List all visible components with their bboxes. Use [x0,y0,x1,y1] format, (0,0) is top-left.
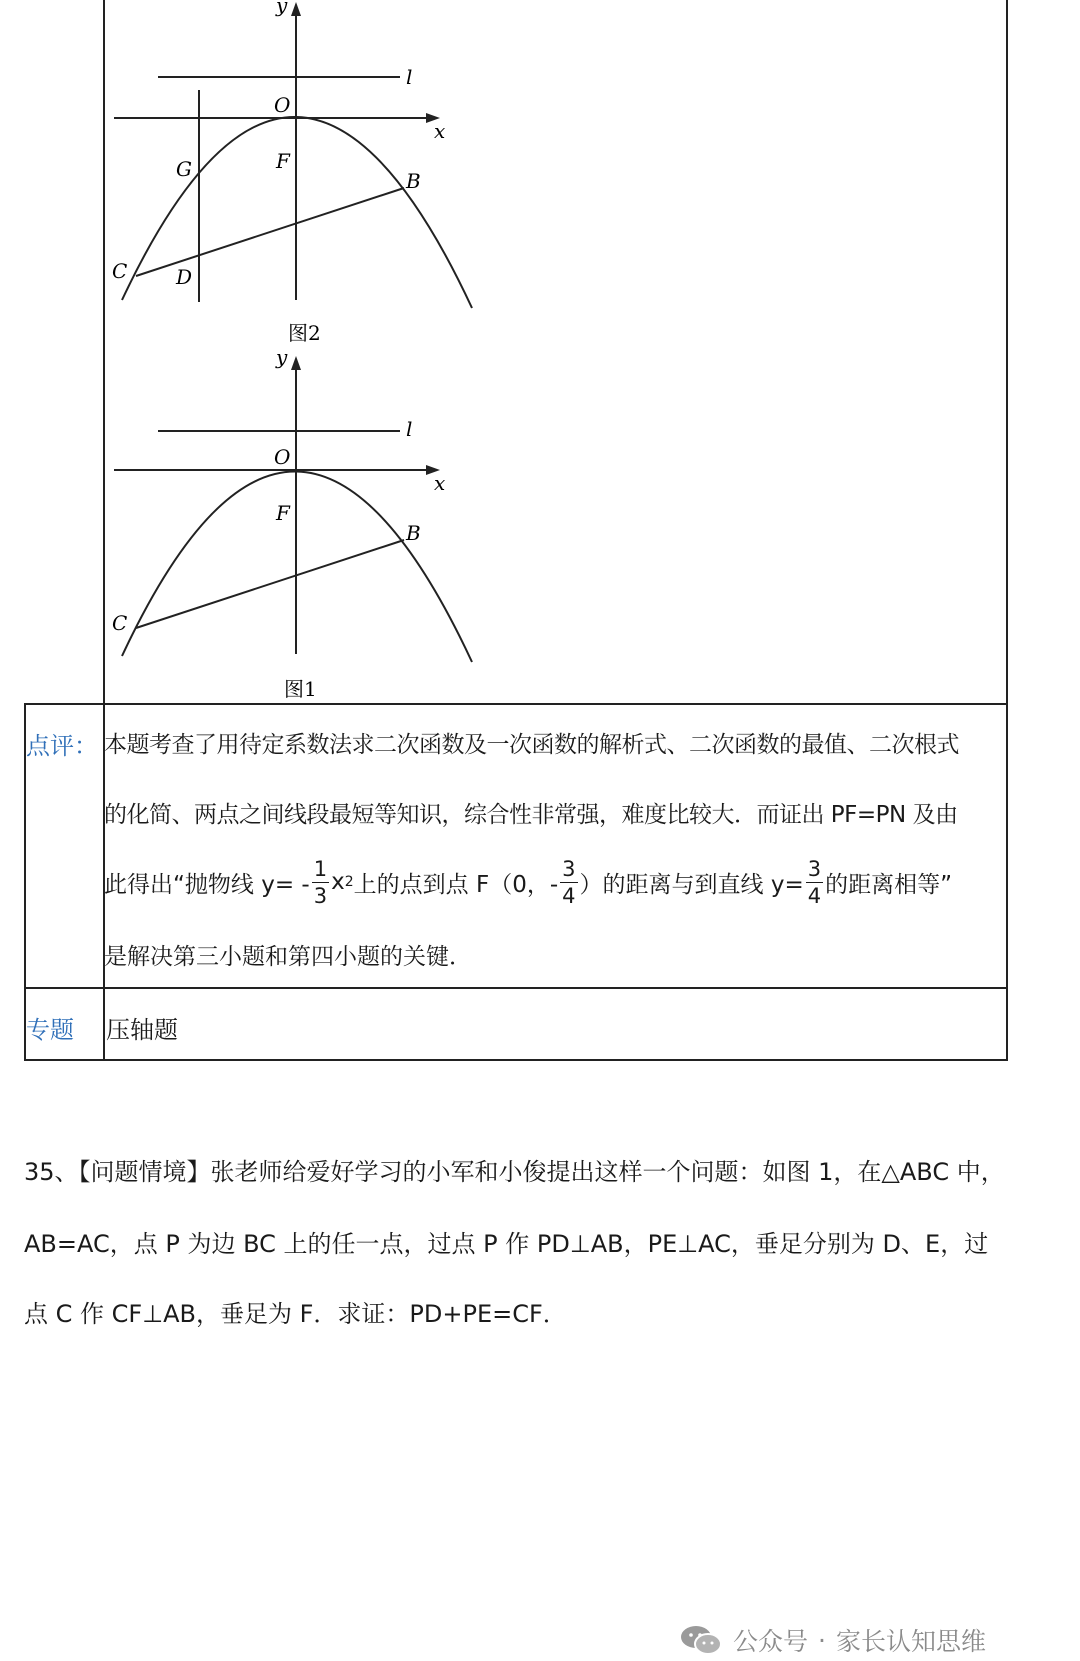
fig1-label-x: x [434,471,446,495]
fraction-1-den: 3 [313,883,328,908]
comment-line-3 [104,852,952,912]
comment-line-1: 本题考查了用待定系数法求二次函数及一次函数的解析式、二次函数的最值、二次根式 [104,732,959,758]
comment-line-3-mid3: ）的距离与到直线 y= [579,871,804,898]
wechat-icon [679,1624,723,1656]
fig1-caption: 图1 [284,677,317,701]
fig1-label-c: C [112,611,128,635]
footer-separator: · [818,1625,826,1655]
footer-account-name: 家长认知思维 [835,1627,986,1656]
fraction-3-den: 4 [807,883,822,908]
problem-line-2: AB=AC，点 P 为边 BC 上的任一点，过点 P 作 PD⊥AB，PE⊥AC，垂足分别为 D、E，过 [24,1230,989,1258]
fig1-label-b: B [406,521,421,545]
fig2-label-c: C [112,259,128,283]
table-bottom-border [24,1059,1007,1061]
topic-value: 压轴题 [106,1016,178,1044]
fig2-label-d: D [176,265,193,289]
fig1-label-y: y [276,350,288,369]
comment-label: 点评： [26,732,98,760]
fig1-label-l: l [406,417,413,441]
fraction-one-third [312,856,329,909]
comment-text [104,0,1004,1000]
fig2-label-g: G [176,157,192,181]
comment-line-3-mid2: 上的点到点 F（0，- [353,871,559,898]
comment-line-3-post: 的距离相等” [825,871,953,898]
wechat-watermark [679,1622,986,1658]
fig1-label-f: F [276,501,290,525]
fig2-label-x: x [434,119,446,143]
comment-line-2: 的化简、两点之间线段最短等知识，综合性非常强，难度比较大．而证出 PF=PN 及由 [104,802,958,828]
problem-line-1: 35、【问题情境】张老师给爱好学习的小军和小俊提出这样一个问题：如图 1，在△ABC 中， [24,1158,1005,1186]
fraction-2-num: 3 [562,856,576,881]
fraction-three-quarters-a [560,856,577,909]
fraction-1-num: 1 [313,856,328,881]
comment-line-3-x: x [331,869,345,895]
table-right-border [1006,0,1008,1061]
fig2-label-l: l [406,65,413,89]
fig2-caption: 图2 [288,321,321,345]
fig2-label-b: B [406,169,421,193]
comment-line-4: 是解决第三小题和第四小题的关键． [104,944,472,970]
comment-line-3-pre: 此得出“抛物线 y= - [104,871,310,898]
fig2-label-f: F [276,149,290,173]
problem-line-3: 点 C 作 CF⊥AB，垂足为 F．求证：PD+PE=CF． [24,1300,567,1328]
fig2-label-y: y [276,0,288,17]
topic-label: 专题 [26,1016,74,1044]
exponent-2: 2 [344,874,354,890]
fraction-2-den: 4 [562,883,576,908]
fig2-label-o: O [274,93,291,117]
fraction-three-quarters-b [806,856,823,909]
fraction-3-num: 3 [807,856,822,881]
fig1-label-o: O [274,445,291,469]
footer-account-prefix: 公众号 [733,1627,809,1656]
